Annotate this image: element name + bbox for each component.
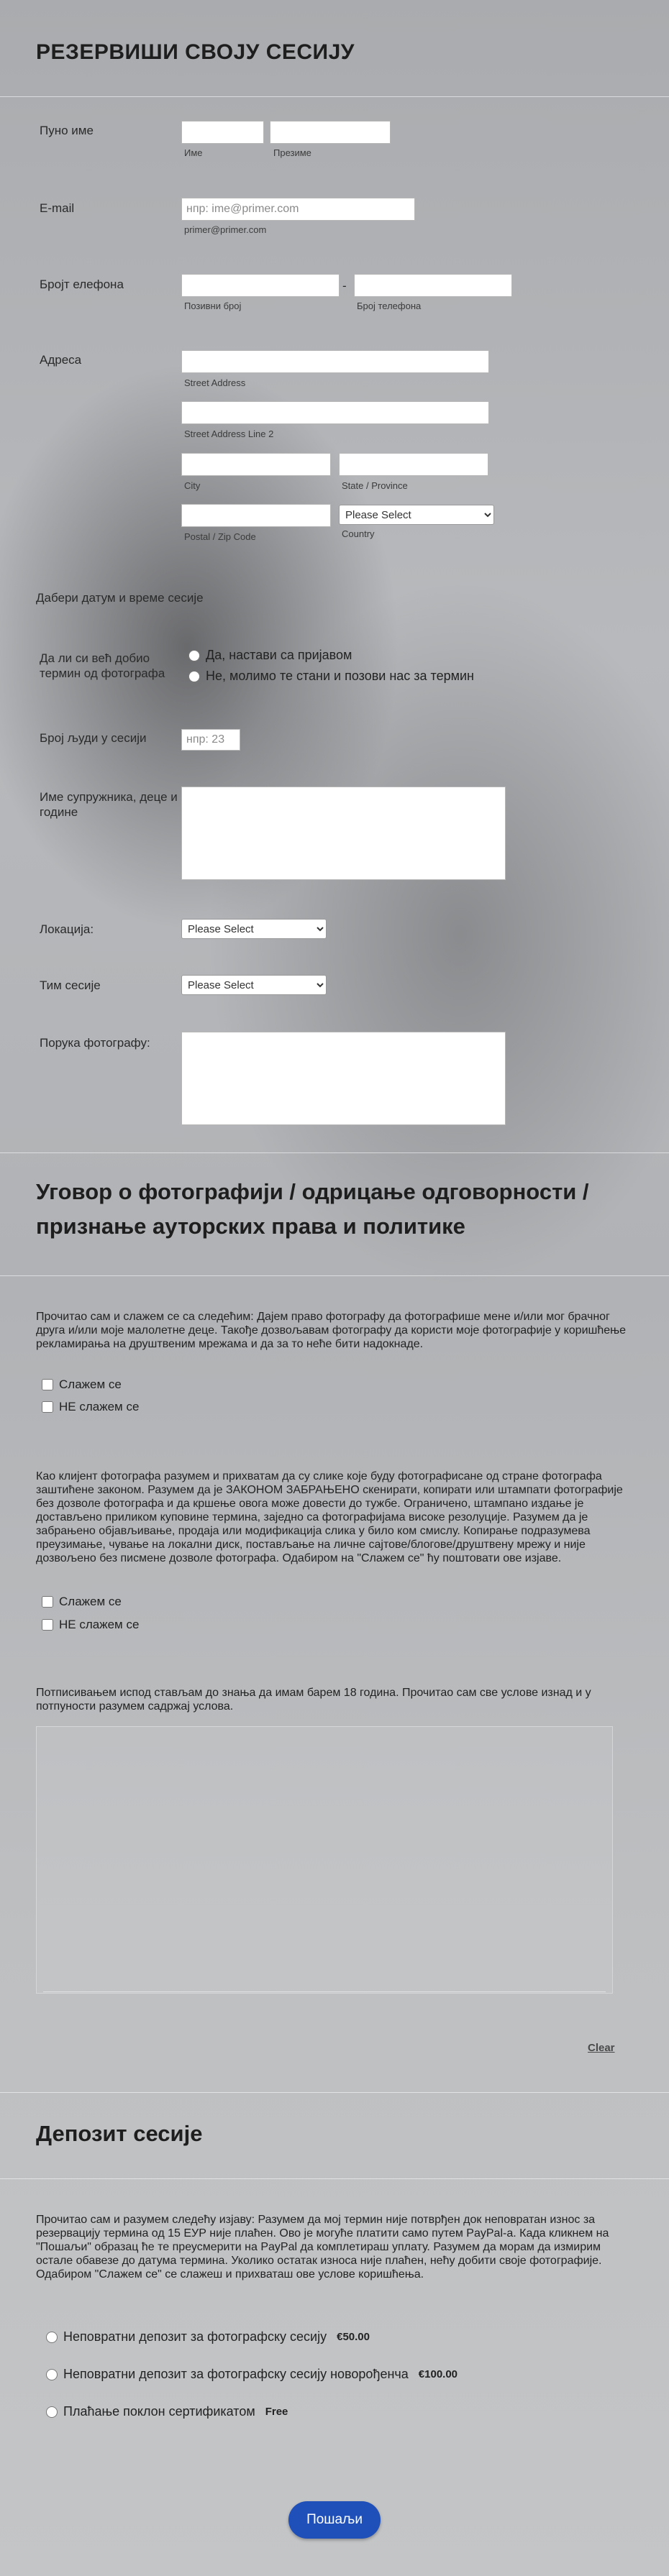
phone-number-input[interactable] — [354, 274, 512, 297]
agree-2-option[interactable] — [42, 1595, 122, 1609]
deposit-option-session[interactable] — [46, 2329, 370, 2344]
first-name-sublabel: Име — [184, 147, 203, 158]
city-input[interactable] — [181, 453, 331, 476]
city-sublabel: City — [184, 480, 201, 491]
spouse-names-textarea[interactable] — [181, 787, 506, 880]
email-label: E-mail — [40, 201, 75, 215]
agreement-title-divider — [0, 1275, 669, 1276]
booked-yes-radio[interactable] — [188, 650, 200, 661]
disagree-2-option[interactable] — [42, 1618, 139, 1632]
country-sublabel: Country — [342, 528, 375, 539]
message-label: Порука фотографу: — [40, 1036, 150, 1050]
header-divider — [0, 96, 669, 97]
location-select[interactable] — [181, 919, 327, 939]
agree-2-checkbox[interactable] — [42, 1596, 53, 1608]
deposit-session-price: €50.00 — [337, 2331, 370, 2343]
deposit-gift-price: Free — [265, 2406, 288, 2418]
booked-before-label: Да ли си већ добио термин од фотографа — [40, 651, 165, 680]
deposit-session-radio[interactable] — [46, 2332, 58, 2343]
booked-no-radio[interactable] — [188, 671, 200, 682]
location-label: Локација: — [40, 922, 94, 936]
country-select[interactable] — [339, 505, 494, 525]
session-type-label: Тим сесије — [40, 978, 101, 992]
email-sublabel: primer@primer.com — [184, 224, 267, 235]
street-address-2-sublabel: Street Address Line 2 — [184, 428, 274, 439]
deposit-top-divider — [0, 2092, 669, 2093]
signature-baseline — [43, 1991, 606, 1992]
address-label: Адреса — [40, 353, 82, 367]
deposit-title: Депозит сесије — [36, 2121, 203, 2146]
street-address-sublabel: Street Address — [184, 377, 246, 388]
people-count-input[interactable] — [181, 729, 240, 751]
street-address-2-input[interactable] — [181, 401, 489, 424]
disagree-2-checkbox[interactable] — [42, 1619, 53, 1631]
deposit-newborn-radio[interactable] — [46, 2369, 58, 2380]
phone-area-input[interactable] — [181, 274, 340, 297]
postal-code-input[interactable] — [181, 504, 331, 527]
phone-number-sublabel: Број телефона — [357, 301, 422, 311]
session-datetime-label: Дабери датум и време сесије — [36, 591, 204, 605]
signature-text: Потписивањем испод стављам до знања да имам барем 18 година. Прочитао сам све услове изнад и у потпуности разумем садржај услова. — [36, 1687, 591, 1713]
booked-yes-text: Да, настави са пријавом — [206, 648, 352, 662]
deposit-newborn-price: €100.00 — [418, 2368, 458, 2380]
deposit-title-divider — [0, 2178, 669, 2179]
agree-1-text: Слажем се — [59, 1378, 122, 1391]
agreement-title: Уговор о фотографији / одрицање одговорности / признање ауторских права и политике — [36, 1179, 589, 1239]
phone-label: Бројт елефона — [40, 278, 124, 291]
agreement-text-1: Прочитао сам и слажем се са следећим: Дајем право фотографу да фотографише мене и/или мог брачног друга и/или моје малолетне деце. Такође дозвољавам фотографу да користи моје фотографије у коришћење рекламирања на друштвеним мрежама и да за то неће бити надокнаде. — [36, 1311, 627, 1350]
last-name-sublabel: Презиме — [273, 147, 311, 158]
state-sublabel: State / Province — [342, 480, 408, 491]
disagree-1-option[interactable] — [42, 1400, 139, 1414]
phone-area-sublabel: Позивни број — [184, 301, 242, 311]
agree-1-option[interactable] — [42, 1378, 122, 1392]
booked-no-option[interactable] — [188, 669, 474, 684]
disagree-2-text: НЕ слажем се — [59, 1618, 140, 1631]
email-input[interactable] — [181, 198, 415, 221]
booked-no-text: Не, молимо те стани и позови нас за термин — [206, 669, 474, 683]
disagree-1-checkbox[interactable] — [42, 1401, 53, 1413]
deposit-text: Прочитао сам и разумем следећу изјаву: Разумем да мој термин није потврђен док неповратан износ за резервацију термина од 15 ЕУР није плаћен. Ово је могуће платити само путем PayPal-a. Када кликнем на "Пошаљи" образац ће те преусмерити на PayPal да комплетираш уплату. Разумем да морам да измирим остале обавезе до датума термина. Уколико остатак износа није плаћен, нећу добити своје фотографије. Одабиром "Слажем се" се слажеш и прихваташ ове услове коришћења. — [36, 2214, 609, 2281]
agreement-text-2: Као клијент фотографа разумем и прихватам да су слике које буду фотографисане од стране фотографа заштићене законом. Разумем да је ЗАКОНОМ ЗАБРАЊЕНО скенирати, копирати или штампати фотографије без дозволе фотографа и да кршење овога може довести до тужбе. Ограничено, штампано издање је достављено приликом куповине термина, заједно са фотографијама високе резолуције. Разумем да је забрањено објављивање, продаја или модификација слика у било ком смислу. Копирање подразумева преузимање, чување на локални диск, постављање на личне сајтове/блогове/друштвену мрежу и није дозвољено без писмене дозволе фотографа. Одабиром на "Слажем се" ћу поштовати ове изјаве. — [36, 1470, 623, 1564]
street-address-input[interactable] — [181, 350, 489, 373]
full-name-label: Пуно име — [40, 124, 94, 137]
deposit-session-text: Неповратни депозит за фотографску сесију — [63, 2329, 327, 2344]
spouse-names-label: Име супружника, деце и године — [40, 790, 178, 819]
deposit-option-newborn[interactable] — [46, 2367, 458, 2382]
last-name-input[interactable] — [270, 121, 391, 144]
postal-code-sublabel: Postal / Zip Code — [184, 531, 256, 542]
disagree-1-text: НЕ слажем се — [59, 1400, 140, 1413]
phone-dash: - — [342, 279, 347, 293]
people-count-label: Број људи у сесији — [40, 731, 147, 745]
agree-1-checkbox[interactable] — [42, 1379, 53, 1390]
deposit-option-gift[interactable] — [46, 2404, 288, 2419]
signature-pad[interactable] — [36, 1726, 613, 1994]
first-name-input[interactable] — [181, 121, 264, 144]
agreement-top-divider — [0, 1152, 669, 1153]
message-textarea[interactable] — [181, 1032, 506, 1125]
deposit-newborn-text: Неповратни депозит за фотографску сесију новорођенча — [63, 2367, 409, 2381]
state-input[interactable] — [339, 453, 488, 476]
signature-clear-link[interactable]: Clear — [588, 2042, 615, 2054]
submit-button[interactable]: Пошаљи — [288, 2501, 381, 2539]
agree-2-text: Слажем се — [59, 1595, 122, 1608]
deposit-gift-radio[interactable] — [46, 2406, 58, 2418]
page-title: РЕЗЕРВИШИ СВОЈУ СЕСИЈУ — [36, 40, 355, 64]
session-type-select[interactable] — [181, 975, 327, 995]
booked-yes-option[interactable] — [188, 648, 352, 663]
deposit-gift-text: Плаћање поклон сертификатом — [63, 2404, 255, 2419]
